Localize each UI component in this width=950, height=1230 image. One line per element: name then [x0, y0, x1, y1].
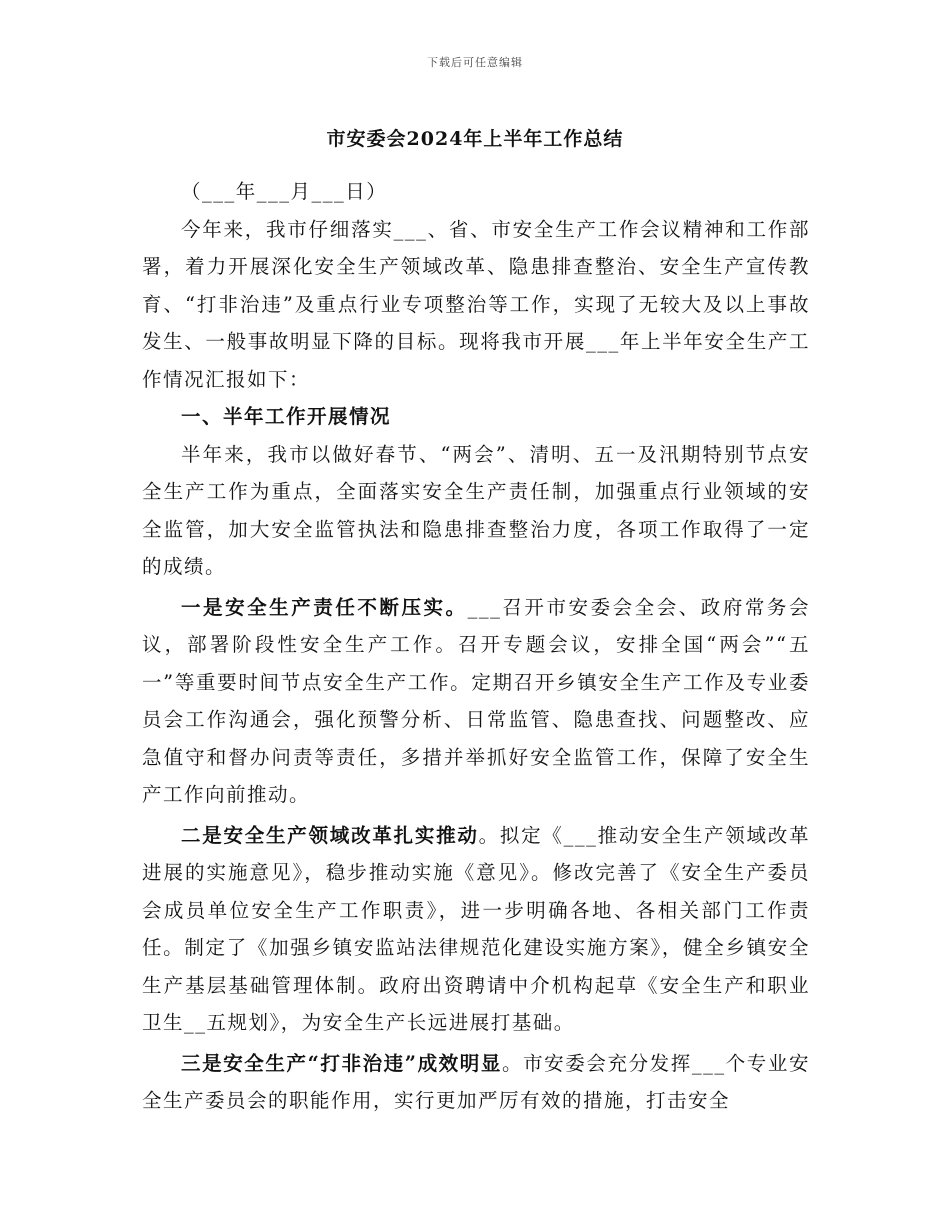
date-line: （___年___月___日）: [181, 180, 388, 203]
item-text-2: 。拟定《___推动安全生产领域改革进展的实施意见》，稳步推动实施《意见》。修改完善了《安全生产委员会成员单位安全生产工作职责》，进一步明确各地、各相关部门工作责任。制定了《加强乡镇安监站法律规范化建设实施方案》，健全乡镇安全生产基层基础管理体制。政府出资聘请中介机构起草《安全生产和职业卫生__五规划》，为安全生产长远进展打基础。: [142, 823, 810, 1034]
item-text-1: ___召开市安委会全会、政府常务会议，部署阶段性安全生产工作。召开专题会议，安排全国“两会”“五一”等重要时间节点安全生产工作。定期召开乡镇安全生产工作及专业委员会工作沟通会，强化预警分析、日常监管、隐患查找、问题整改、应急值守和督办问责等责任，多措并举抓好安全监管工作，保障了安全生产工作向前推动。: [142, 595, 810, 806]
item-paragraph-3: [142, 1045, 810, 1120]
item-text-3: 。市安委会充分发挥___个专业安全生产委员会的职能作用，实行更加严厉有效的措施，打击安全: [142, 1051, 810, 1112]
section-intro-paragraph: 半年来，我市以做好春节、“两会”、清明、五一及汛期特别节点安全生产工作为重点，全面落实安全生产责任制，加强重点行业领域的安全监管，加大安全监管执法和隐患排查整治力度，各项工作取得了一定的成绩。: [142, 442, 810, 578]
document-title: 市安委会2024年上半年工作总结: [326, 128, 624, 150]
item-lead-3: 三是安全生产“打非治违”成效明显: [181, 1051, 502, 1075]
item-paragraph-1: [142, 589, 810, 814]
section-heading: 一、半年工作开展情况: [181, 405, 392, 428]
item-paragraph-2: [142, 817, 810, 1042]
document-body: [142, 173, 810, 1120]
item-lead-1: 一是安全生产责任不断压实。: [181, 595, 468, 619]
intro-paragraph: 今年来，我市仔细落实___、省、市安全生产工作会议精神和工作部署，着力开展深化安全生产领域改革、隐患排查整治、安全生产宣传教育、“打非治违”及重点行业专项整治等工作，实现了无较大及以上事故发生、一般事故明显下降的目标。现将我市开展___年上半年安全生产工作情况汇报如下：: [142, 217, 810, 391]
download-note: 下载后可任意编辑: [427, 56, 523, 69]
item-lead-2: 二是安全生产领域改革扎实推动: [181, 823, 479, 847]
